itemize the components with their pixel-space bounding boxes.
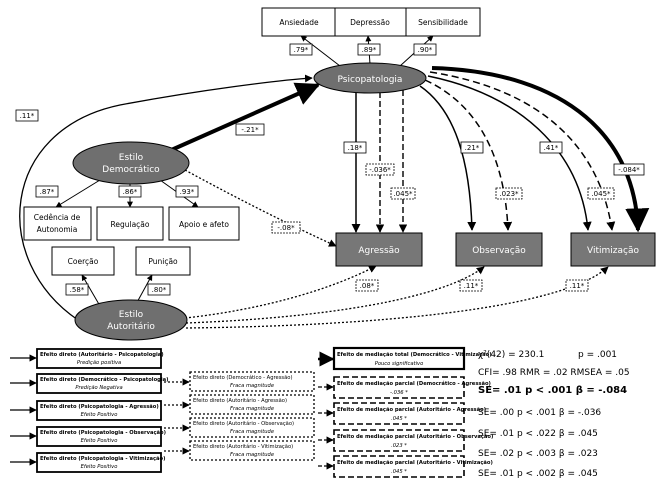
legend-c1-r4-title: Efeito direto (Psicopatologia - Observação) [40,430,166,436]
fit-indices: CFI= .98 RMR = .02 RMSEA = .05 [478,368,630,378]
legend-col1 [10,349,169,472]
legend-c1-r2-sub: Predição Negativa [75,385,123,391]
legend-c1-r4-sub: Efeito Positivo [80,438,118,444]
coef-aut-vitimizacao: .11* [569,282,585,290]
legend-c1-r3-title: Efeito direto (Psicopatologia - Agressão) [40,404,159,410]
legend-c3-r4-title: Efeito de mediação parcial (Autoritário - Observação) [337,434,494,440]
latent-autoritario [75,300,187,340]
indicator-punicao: Punição [148,257,178,266]
stats-row-2: SE= .00 p < .001 β = -.036 [478,408,602,418]
indicator-ansiedade: Ansiedade [279,18,319,27]
legend-c2-r4-sub: Fraca magnitude [229,452,275,458]
coef-aut-psico: .11* [19,112,35,120]
indicator-coercao: Coerção [67,257,99,266]
coef-aut-observacao: .11* [463,282,479,290]
legend-c1-r5-sub: Efeito Positivo [80,464,118,470]
legend-c3-r5-sub: .045 * [391,469,407,475]
legend-c3-r1-sub: Pouco significativo [374,361,424,367]
path-aut-observacao [186,267,484,323]
coef-med-aut-vitimizacao: .045* [591,190,611,198]
coef-psico-agressao: .18* [347,144,363,152]
indicator-regulacao: Regulação [110,220,150,229]
legend-c1-r1-sub: Predição positiva [76,360,122,366]
legend-c1-r5-title: Efeito direto (Psicopatologia - Vitimização) [40,456,166,462]
coef-psico-vitimizacao: .41* [543,144,559,152]
loading-ansiedade: .79* [293,46,309,54]
latent-autoritario-label-2: Autoritário [107,322,155,332]
legend-c2-r1-title: Efeito direto (Democrático - Agressão) [193,375,293,381]
outcome-agressao: Agressão [358,246,400,256]
loading-regulacao: .86* [122,188,138,196]
legend-c3-r3-title: Efeito de mediação parcial (Autoritário - Agressão) [337,407,487,413]
coef-med-aut-observacao: .023* [499,190,519,198]
coef-dem-agressao: -.08* [277,224,295,232]
legend-c2-r3-title: Efeito direto (Autoritário - Observação) [193,421,295,427]
indicator-cedencia-line1: Cedência de [33,213,81,222]
loading-coercao: .58* [69,286,85,294]
coef-dem-psico: -.21* [241,126,259,134]
coef-med-total-vitimizacao: -.084* [618,166,640,174]
path-aut-agressao [185,266,376,318]
path-aut-vitimizacao [186,267,608,328]
stats-row-5: SE= .01 p < .002 β = .045 [478,469,598,479]
path-dem-cedencia [56,180,100,207]
fit-chi-square: χ²(42) = 230.1 [478,350,545,360]
stats-row-4: SE= .02 p < .003 β = .023 [478,449,598,459]
indicator-apoio: Apoio e afeto [179,220,229,229]
coef-med-dem-agressao: -.036* [369,166,391,174]
stats-row-1: SE= .01 p < .001 β = -.084 [478,385,628,396]
loading-cedencia: .87* [39,188,55,196]
legend-c2-r3-sub: Fraca magnitude [229,429,275,435]
legend-col3 [318,348,493,477]
legend-c3-r3-sub: .045 * [391,416,407,422]
legend-c1-r2-title: Efeito direto (Democrático - Psicopatologia) [40,377,169,383]
latent-autoritario-label-1: Estilo [118,310,144,320]
latent-democratico-label-2: Democrático [102,165,160,175]
legend-c3-r2-sub: -.036 * [390,390,408,396]
legend-c1-r1-title: Efeito direto (Autoritário - Psicopatologia) [40,352,164,358]
legend-c1-r3-sub: Efeito Positivo [80,412,118,418]
latent-democratico [73,142,189,184]
loading-depressao: .89* [361,46,377,54]
legend-c3-r5-title: Efeito de mediação parcial (Autoritário - Vitimização) [337,460,493,466]
latent-psicopatologia-label: Psicopatologia [337,75,403,85]
latent-democratico-label-1: Estilo [118,153,144,163]
legend-col2 [164,372,314,460]
indicator-cedencia-line2: Autonomia [36,225,78,234]
stats-row-3: SE= .01 p < .022 β = .045 [478,429,598,439]
coef-med-aut-agressao: .045* [393,190,413,198]
indicator-sensibilidade: Sensibilidade [418,18,468,27]
legend-c2-r4-title: Efeito direto (Autoritário - Vitimização) [193,444,294,450]
fit-statistics [478,350,630,479]
outcome-vitimizacao: Vitimização [587,246,639,256]
legend-c3-r4-sub: .023 * [391,443,407,449]
outcome-observacao: Observação [472,246,526,256]
outcomes [336,233,655,266]
legend [10,348,630,479]
coef-psico-observacao: .21* [464,144,480,152]
loading-apoio: .93* [179,188,195,196]
loading-sensibilidade: .90* [417,46,433,54]
path-dem-psico [160,85,318,155]
legend-c3-r1-title: Efeito de mediação total (Democrático - Vitimização) [337,352,492,358]
legend-c2-r2-title: Efeito direto (Autoritário - Agressão) [193,398,288,404]
legend-c2-r2-sub: Fraca magnitude [229,406,275,412]
legend-c3-r2-title: Efeito de mediação parcial (Democrático - Agressão) [337,381,491,387]
coef-aut-agressao: .08* [359,282,375,290]
fit-p-value: p = .001 [578,350,618,360]
indicator-depressao: Depressão [350,18,390,27]
legend-c2-r1-sub: Fraca magnitude [229,383,275,389]
loading-punicao: .80* [151,286,167,294]
